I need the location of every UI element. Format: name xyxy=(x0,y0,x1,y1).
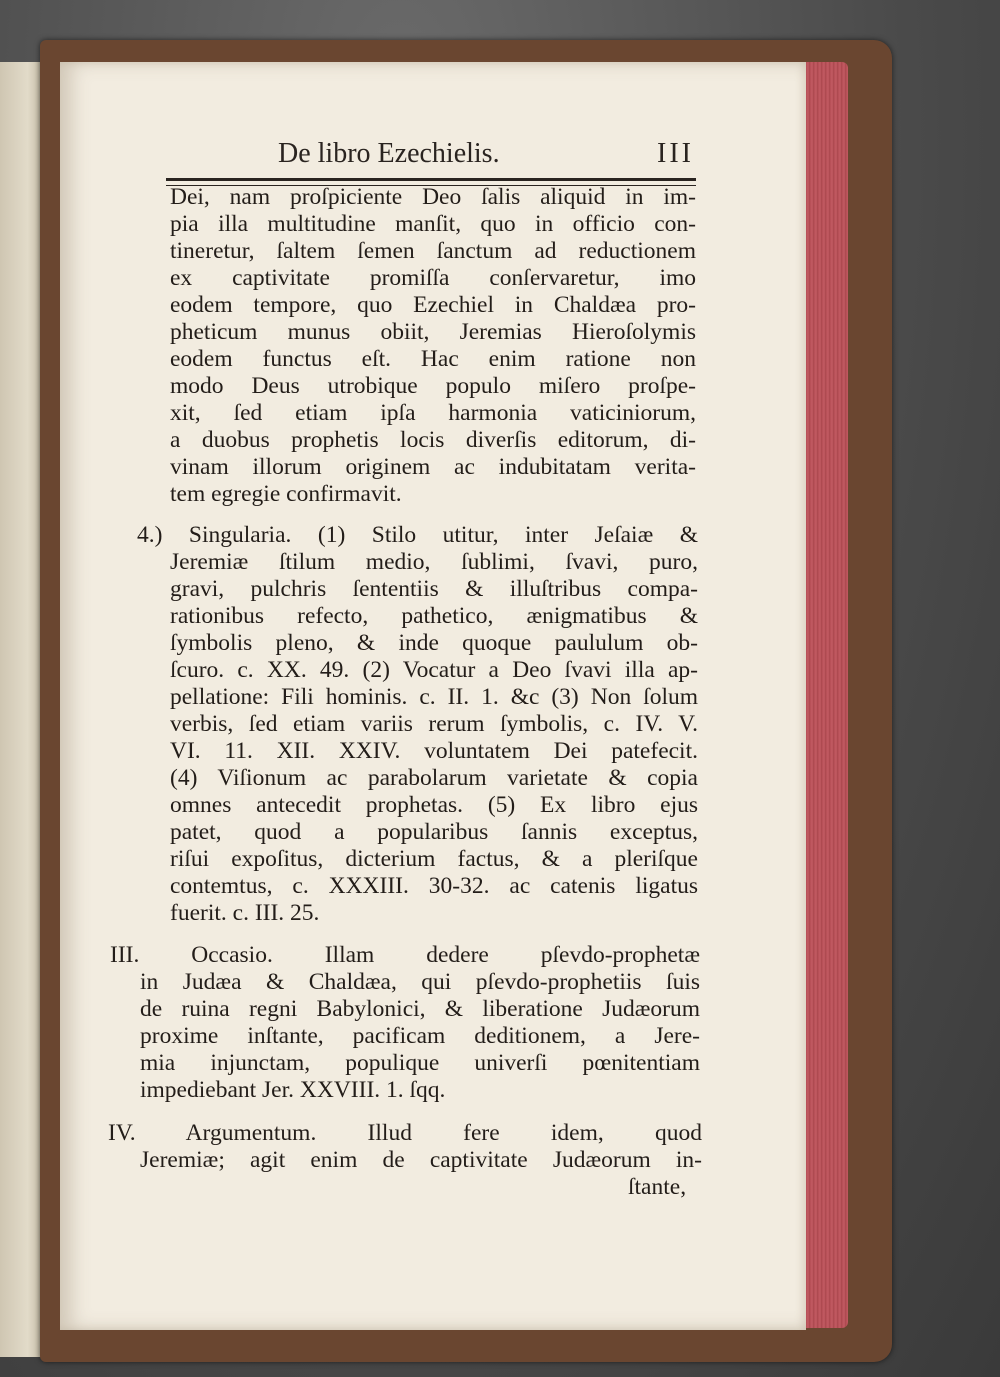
text-line: mia injunctam, populique univerſi pœnitentiam xyxy=(140,1050,700,1076)
text-line: (4) Viſionum ac parabolarum varietate & copia xyxy=(170,765,698,791)
running-head-title: De libro Ezechielis. xyxy=(278,138,500,169)
page-number: III xyxy=(657,138,694,169)
text-line: impediebant Jer. XXVIII. 1. ſqq. xyxy=(140,1077,446,1103)
text-line: eodem tempore, quo Ezechiel in Chaldæa pro- xyxy=(170,292,696,318)
text-line: in Judæa & Chaldæa, qui pſevdo-prophetiis ſuis xyxy=(140,969,700,995)
text-line: xit, ſed etiam ipſa harmonia vaticiniorum, xyxy=(170,400,696,426)
text-line: de ruina regni Babylonici, & liberatione Judæorum xyxy=(140,996,700,1022)
text-line: 4.) Singularia. (1) Stilo utitur, inter Jeſaiæ & xyxy=(137,522,698,548)
text-line: fuerit. c. III. 25. xyxy=(170,900,320,926)
text-line: tineretur, ſaltem ſemen ſanctum ad reductionem xyxy=(170,238,696,264)
text-line: Jeremiæ ſtilum medio, ſublimi, ſvavi, puro, xyxy=(170,549,698,575)
text-line: vinam illorum originem ac indubitatam verita- xyxy=(170,454,696,480)
text-line: Dei, nam proſpiciente Deo ſalis aliquid in im- xyxy=(170,184,696,210)
text-line: proxime inſtante, pacificam deditionem, a Jere- xyxy=(140,1023,700,1049)
text-line: III. Occasio. Illam dedere pſevdo-prophetæ xyxy=(110,942,700,968)
text-line: riſui expoſitus, dicterium factus, & a pleriſque xyxy=(170,846,698,872)
text-line: IV. Argumentum. Illud fere idem, quod xyxy=(108,1120,702,1146)
text-line: VI. 11. XII. XXIV. voluntatem Dei patefecit. xyxy=(170,738,698,764)
text-line: ſcuro. c. XX. 49. (2) Vocatur a Deo ſvavi illa ap- xyxy=(170,657,698,683)
text-line: verbis, ſed etiam variis rerum ſymbolis, c. IV. V. xyxy=(170,711,698,737)
text-line: eodem functus eſt. Hac enim ratione non xyxy=(170,346,696,372)
text-line: contemtus, c. XXXIII. 30-32. ac catenis ligatus xyxy=(170,873,698,899)
text-line: ſymbolis pleno, & inde quoque paululum ob- xyxy=(170,630,698,656)
text-line: pheticum munus obiit, Jeremias Hieroſolymis xyxy=(170,319,696,345)
text-line: pia illa multitudine manſit, quo in officio con- xyxy=(170,211,696,237)
running-head xyxy=(222,138,694,178)
text-line: Jeremiæ; agit enim de captivitate Judæorum in- xyxy=(140,1147,702,1173)
text-line: ſtante, xyxy=(628,1174,687,1200)
text-line: a duobus prophetis locis diverſis editorum, di- xyxy=(170,427,696,453)
text-line: rationibus refecto, pathetico, ænigmatibus & xyxy=(170,603,698,629)
text-line: pellatione: Fili hominis. c. II. 1. &c (3) Non ſolum xyxy=(170,684,698,710)
text-line: patet, quod a popularibus ſannis exceptus, xyxy=(170,819,698,845)
text-line: omnes antecedit prophetas. (5) Ex libro ejus xyxy=(170,792,698,818)
text-line: tem egregie confirmavit. xyxy=(170,481,402,507)
text-line: gravi, pulchris ſententiis & illuſtribus compa- xyxy=(170,576,698,602)
text-line: modo Deus utrobique populo miſero proſpe- xyxy=(170,373,696,399)
text-line: ex captivitate promiſſa conſervaretur, imo xyxy=(170,265,696,291)
